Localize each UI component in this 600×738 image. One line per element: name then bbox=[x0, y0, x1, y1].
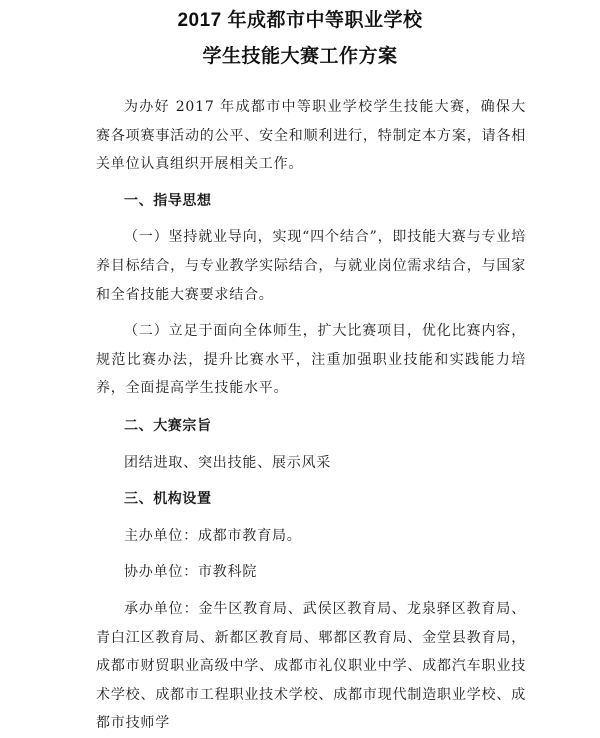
organizer-line: 主办单位：成都市教育局。 bbox=[124, 527, 302, 544]
co-organizer-line: 协办单位：市教科院 bbox=[124, 564, 258, 581]
purpose-paragraph: 团结进取、突出技能、展示风采 bbox=[124, 454, 332, 471]
host-units-paragraph: 承办单位：金牛区教育局、武侯区教育局、龙泉驿区教育局、青白江区教育局、新都区教育局、郫都区教育局、金堂县教育局，成都市财贸职业高级中学、成都市礼仪职业中学、成都汽车职业技术学校、成都市工程职业技术学校、成都市现代制造职业学校、成都市技师学 bbox=[96, 600, 526, 732]
section-heading-organization: 三、机构设置 bbox=[124, 491, 212, 508]
document-title-line-2: 学生技能大赛工作方案 bbox=[202, 46, 398, 67]
section-heading-guiding-ideology: 一、指导思想 bbox=[124, 192, 212, 209]
guiding-paragraph-1: （一）坚持就业导向，实现“四个结合”，即技能大赛与专业培养目标结合，与专业教学实际结合，与就业岗位需求结合，与国家和全省技能大赛要求结合。 bbox=[96, 229, 526, 303]
intro-paragraph: 为办好 2017 年成都市中等职业学校学生技能大赛，确保大赛各项赛事活动的公平、安全和顺利进行，特制定本方案，请各相关单位认真组织开展相关工作。 bbox=[96, 99, 526, 173]
document-title-line-1: 2017 年成都市中等职业学校 bbox=[177, 10, 423, 31]
document-body bbox=[96, 93, 526, 738]
guiding-paragraph-2: （二）立足于面向全体师生，扩大比赛项目，优化比赛内容，规范比赛办法，提升比赛水平，注重加强职业技能和实践能力培养，全面提高学生技能水平。 bbox=[96, 323, 526, 397]
section-heading-purpose: 二、大赛宗旨 bbox=[124, 417, 212, 434]
